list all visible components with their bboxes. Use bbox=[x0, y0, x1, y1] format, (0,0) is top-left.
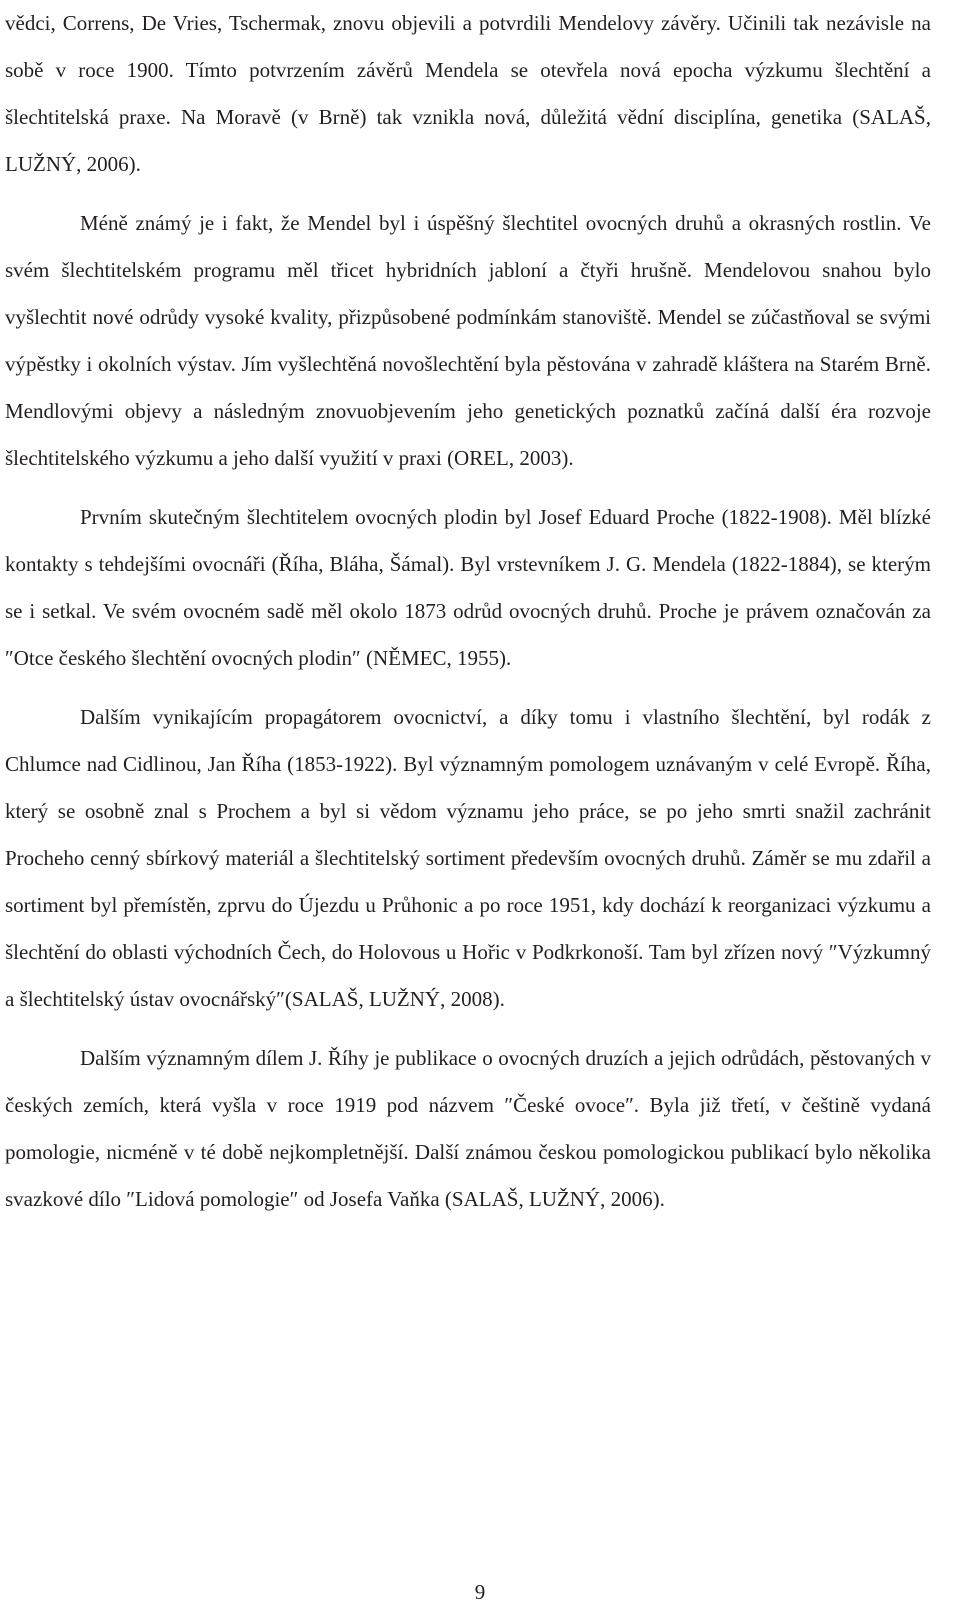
body-text bbox=[5, 0, 931, 1223]
paragraph-1: vědci, Correns, De Vries, Tschermak, znovu objevili a potvrdili Mendelovy závěry. Učinili tak nezávisle na sobě v roce 1900. Tímto potvrzením závěrů Mendela se otevřela nová epocha výzkumu šlechtění a šlechtitelská praxe. Na Moravě (v Brně) tak vznikla nová, důležitá vědní disciplína, genetika (SALAŠ, LUŽNÝ, 2006). bbox=[5, 11, 931, 176]
paragraph-3: Prvním skutečným šlechtitelem ovocných plodin byl Josef Eduard Proche (1822-1908). Měl blízké kontakty s tehdejšími ovocnáři (Říha, Bláha, Šámal). Byl vrstevníkem J. G. Mendela (1822-1884), se kterým se i setkal. Ve svém ovocném sadě měl okolo 1873 odrůd ovocných druhů. Proche je právem označován za ″Otce českého šlechtění ovocných plodin″ (NĚMEC, 1955). bbox=[5, 505, 931, 670]
page-number: 9 bbox=[474, 1580, 486, 1604]
paragraph-4: Dalším vynikajícím propagátorem ovocnictví, a díky tomu i vlastního šlechtění, byl rodák z Chlumce nad Cidlinou, Jan Říha (1853-1922). Byl významným pomologem uznávaným v celé Evropě. Říha, který se osobně znal s Prochem a byl si vědom významu jeho práce, se po jeho smrti snažil zachránit Procheho cenný sbírkový materiál a šlechtitelský sortiment především ovocných druhů. Záměr se mu zdařil a sortiment byl přemístěn, zprvu do Újezdu u Průhonic a po roce 1951, kdy dochází k reorganizaci výzkumu a šlechtění do oblasti východních Čech, do Holovous u Hořic v Podkrkonoší. Tam byl zřízen nový ″Výzkumný a šlechtitelský ústav ovocnářský″(SALAŠ, LUŽNÝ, 2008). bbox=[5, 705, 931, 1011]
paragraph-2: Méně známý je i fakt, že Mendel byl i úspěšný šlechtitel ovocných druhů a okrasných rostlin. Ve svém šlechtitelském programu měl třicet hybridních jabloní a čtyři hrušně. Mendelovou snahou bylo vyšlechtit nové odrůdy vysoké kvality, přizpůsobené podmínkám stanoviště. Mendel se zúčastňoval se svými výpěstky i okolních výstav. Jím vyšlechtěná novošlechtění byla pěstována v zahradě kláštera na Starém Brně. Mendlovými objevy a následným znovuobjevením jeho genetických poznatků začíná další éra rozvoje šlechtitelského výzkumu a jeho další využití v praxi (OREL, 2003). bbox=[5, 211, 931, 470]
paragraph-5: Dalším významným dílem J. Říhy je publikace o ovocných druzích a jejich odrůdách, pěstovaných v českých zemích, která vyšla v roce 1919 pod názvem ″České ovoce″. Byla již třetí, v češtině vydaná pomologie, nicméně v té době nejkompletnější. Další známou českou pomologickou publikací bylo několika svazkové dílo ″Lidová pomologie″ od Josefa Vaňka (SALAŠ, LUŽNÝ, 2006). bbox=[5, 1046, 931, 1211]
